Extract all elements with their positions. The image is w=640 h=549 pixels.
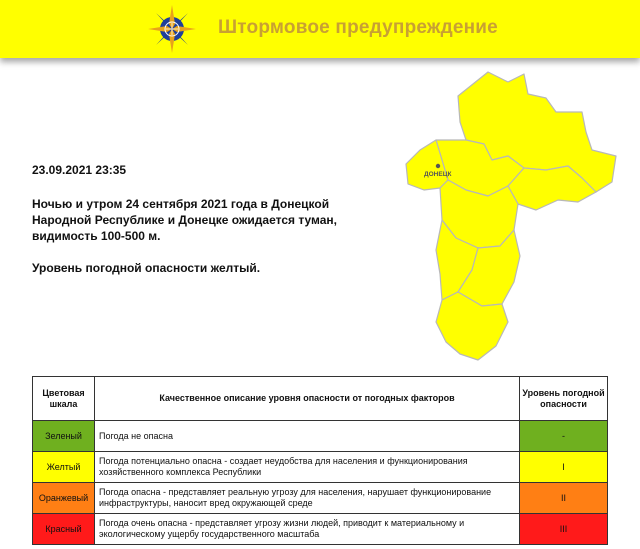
hazard-scale-table [32,376,608,545]
level-cell: - [520,421,608,452]
level-cell: III [520,514,608,545]
color-name-cell: Красный [33,514,95,545]
bulletin-message: Ночью и утром 24 сентября 2021 года в Донецкой Народной Республике и Донецке ожидается туман, видимость 100-500 м. [32,197,337,243]
table-header-row [33,377,608,421]
bulletin-datetime: 23.09.2021 23:35 [32,163,127,177]
header-level: Уровень погодной опасности [520,377,608,421]
donetsk-city-marker [436,164,440,168]
header-color-scale: Цветовая шкала [33,377,95,421]
header-description: Качественное описание уровня опасности от погодных факторов [95,377,520,421]
level-cell: II [520,483,608,514]
description-cell: Погода потенциально опасна - создает неудобства для населения и функционирования хозяйственного комплекса Республики [95,452,520,483]
table-row [33,421,608,452]
donetsk-city-label: ДОНЕЦК [424,171,452,178]
color-name-cell: Желтый [33,452,95,483]
table-row [33,514,608,545]
page-title: Штормовое предупреждение [218,17,498,38]
table-row [33,452,608,483]
region-map [396,60,626,370]
description-cell: Погода очень опасна - представляет угрозу жизни людей, приводит к материальному и экологическому ущербу государственного масштаба [95,514,520,545]
color-name-cell: Оранжевый [33,483,95,514]
header-banner [0,0,640,58]
color-name-cell: Зеленый [33,421,95,452]
emergency-star-compass-icon [147,4,197,54]
table-row [33,483,608,514]
description-cell: Погода опасна - представляет реальную угрозу для населения, нарушает функционирование инфраструктуры, наносит вред окружающей среде [95,483,520,514]
description-cell: Погода не опасна [95,421,520,452]
level-cell: I [520,452,608,483]
hazard-level-text: Уровень погодной опасности желтый. [32,261,261,275]
